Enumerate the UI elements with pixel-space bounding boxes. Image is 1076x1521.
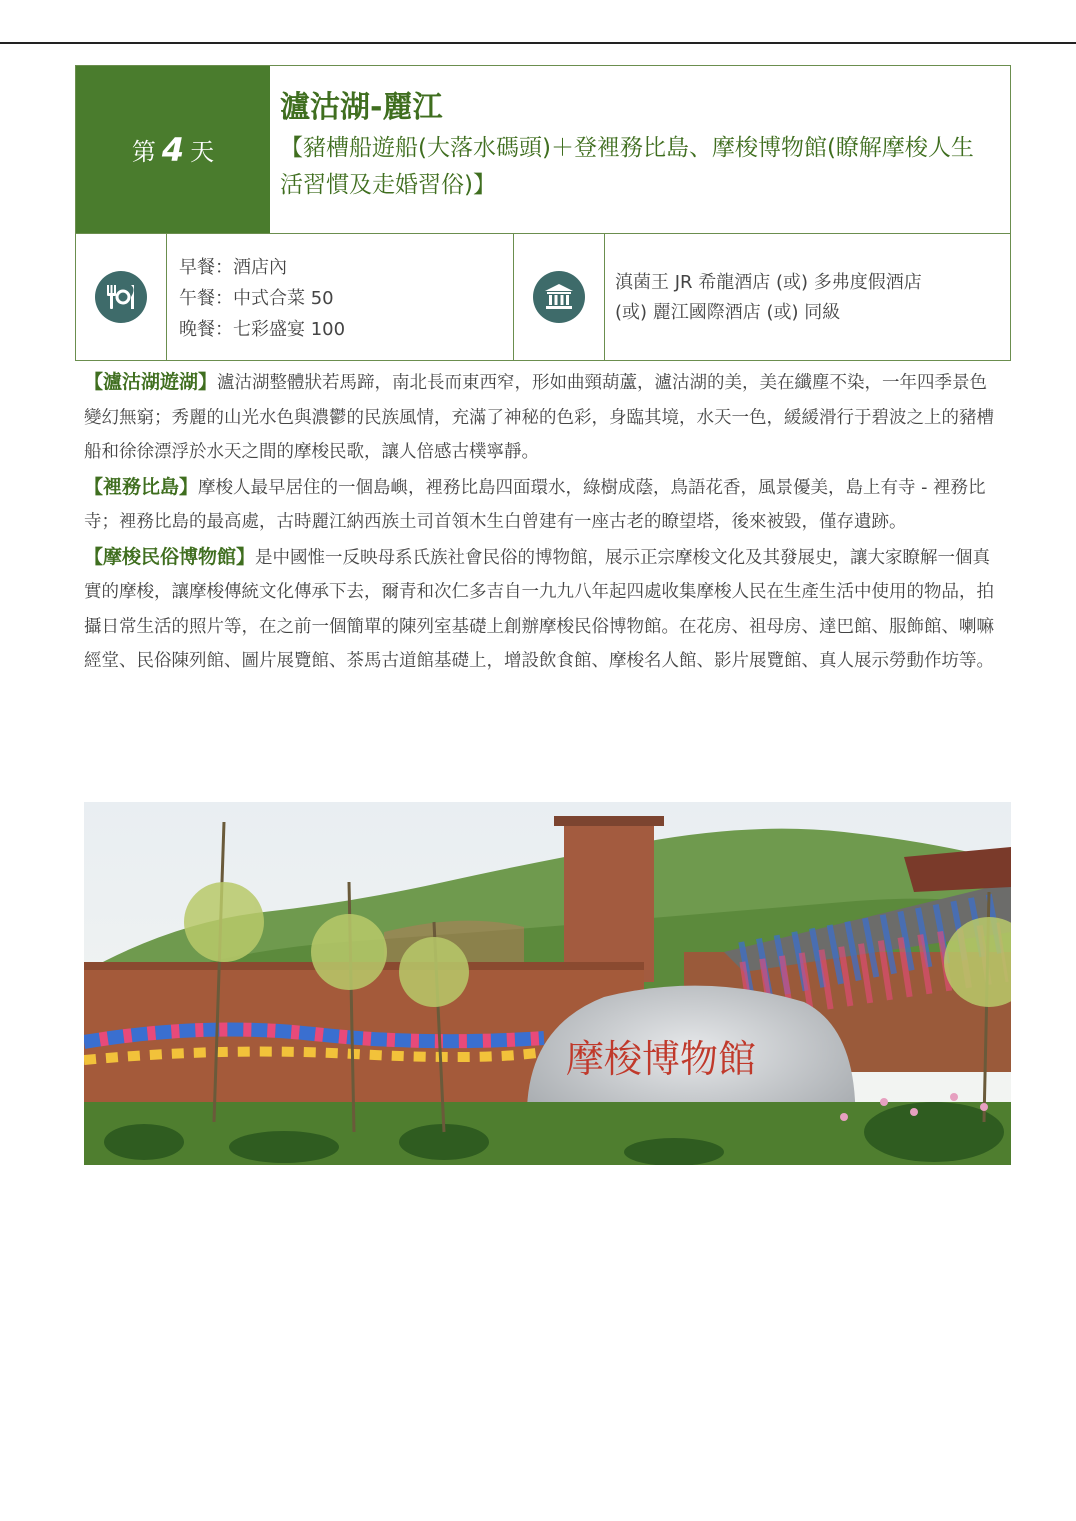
- day-label: [76, 66, 270, 233]
- day-number: 4: [161, 130, 185, 169]
- day-header-row: [76, 66, 1010, 234]
- stone-inscription: 摩梭博物館: [566, 1037, 757, 1081]
- section-lugu-lake: [84, 365, 1004, 470]
- section-liwubi-island: [84, 470, 1004, 540]
- meals-icon-cell: [76, 234, 167, 360]
- section-text: 摩梭人最早居住的一個島嶼，裡務比島四面環水，綠樹成蔭，鳥語花香，風景優美，島上有寺 - 裡務比寺；裡務比島的最高處，古時麗江納西族土司首領木生白曾建有一座古老的瞭望塔，後來被毀，僅存遺跡。: [84, 477, 986, 532]
- section-text: 是中國惟一反映母系氏族社會民俗的博物館，展示正宗摩梭文化及其發展史，讓大家瞭解一個真實的摩梭，讓摩梭傳統文化傳承下去，爾青和次仁多吉自一九九八年起四處收集摩梭人民在生產生活中使用的物品，拍攝日常生活的照片等，在之前一個簡單的陳列室基礎上創辦摩梭民俗博物館。在花房、祖母房、達巴館、服飾館、喇嘛經堂、民俗陳列館、圖片展覽館、茶馬古道館基礎上，增設飲食館、摩梭名人館、影片展覽館、真人展示勞動作坊等。: [84, 547, 994, 671]
- day-suffix: 天: [190, 138, 215, 166]
- building-icon: [533, 271, 585, 323]
- section-heading: 【瀘沽湖遊湖】: [84, 371, 218, 393]
- dining-icon: [95, 271, 147, 323]
- day-title: 瀘沽湖-麗江: [280, 90, 443, 125]
- hotel-cell: [605, 234, 1010, 360]
- meals-cell: [167, 234, 514, 360]
- museum-photo: [84, 802, 1011, 1165]
- description: [84, 365, 1004, 679]
- section-mosuo-museum: [84, 540, 1004, 679]
- section-heading: 【摩梭民俗博物館】: [84, 545, 256, 568]
- day-prefix: 第: [131, 138, 156, 166]
- day-subtitle: 【豬槽船遊船(大落水碼頭)＋登裡務比島、摩梭博物館(瞭解摩梭人生活習慣及走婚習俗)】: [280, 135, 974, 198]
- day-title-cell: [270, 66, 1010, 233]
- section-text: 瀘沽湖整體狀若馬蹄，南北長而東西窄，形如曲頸葫蘆，瀘沽湖的美，美在纖塵不染，一年四季景色變幻無窮；秀麗的山光水色與濃鬱的民族風情，充滿了神秘的色彩，身臨其境，水天一色，緩緩滑行于碧波之上的豬槽船和徐徐漂浮於水天之間的摩梭民歌，讓人倍感古樸寧靜。: [84, 373, 994, 462]
- lunch: 午餐：中式合菜 50: [179, 288, 334, 309]
- breakfast: 早餐：酒店內: [179, 257, 287, 278]
- itinerary-day-table: [75, 65, 1011, 361]
- hotel-line-2: (或) 麗江國際酒店 (或) 同級: [615, 302, 841, 323]
- dinner: 晚餐：七彩盛宴 100: [179, 319, 346, 340]
- section-heading: 【裡務比島】: [84, 475, 199, 498]
- meals-hotel-row: [76, 234, 1010, 360]
- top-rule: [0, 42, 1076, 44]
- hotel-icon-cell: [514, 234, 605, 360]
- hotel-line-1: 滇菌王 JR 希龍酒店 (或) 多弗度假酒店: [615, 272, 922, 293]
